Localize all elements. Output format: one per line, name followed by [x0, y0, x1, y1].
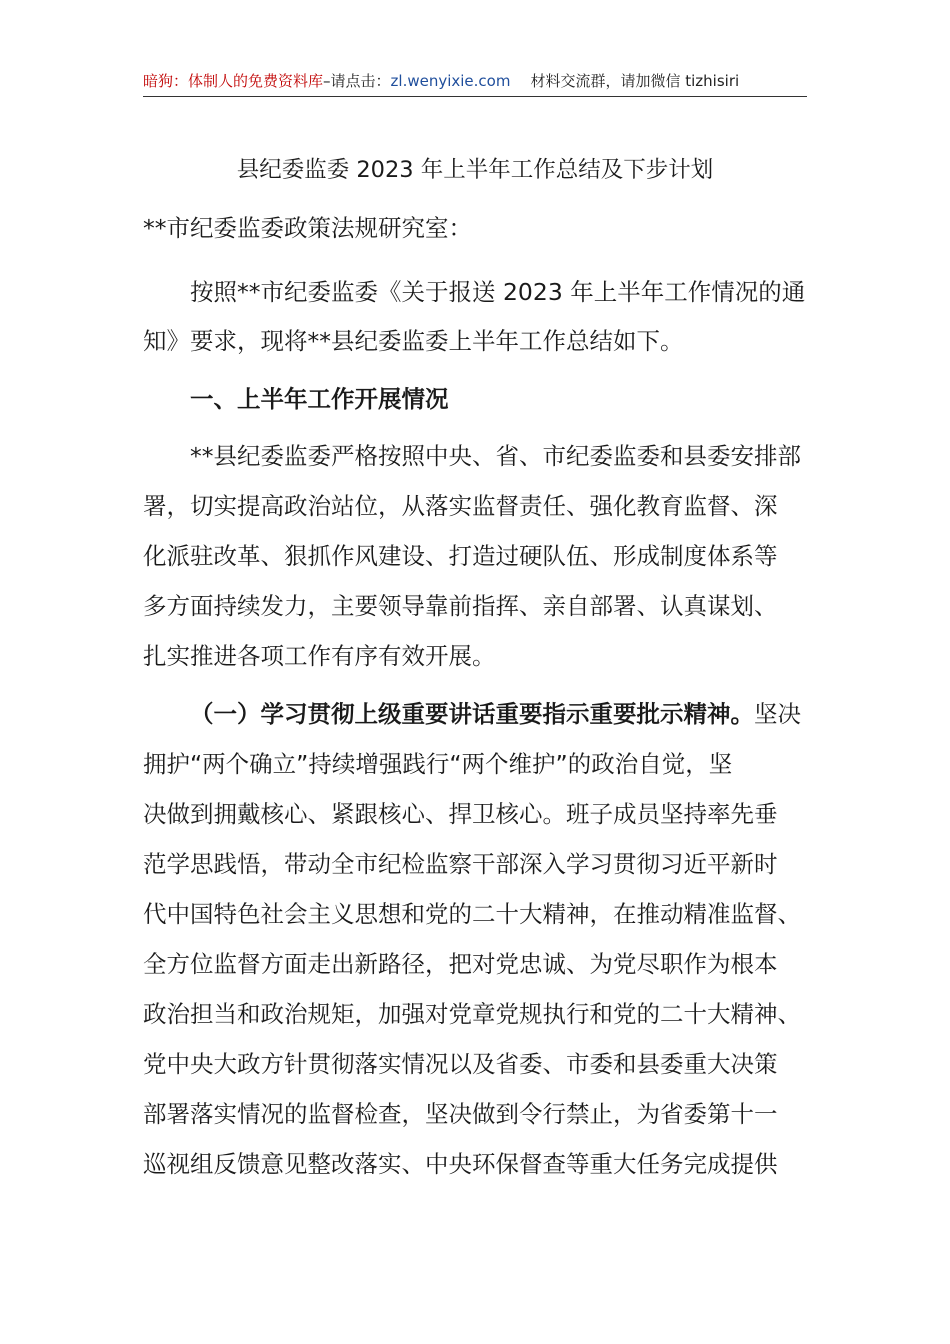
- header-library-name: 暗狗：体制人的免费资料库: [143, 72, 324, 90]
- sub1-line-3: 范学思践悟，带动全市纪检监察干部深入学习贯彻习近平新时: [143, 850, 778, 878]
- intro-line-1: 按照**市纪委监委《关于报送 2023 年上半年工作情况的通: [190, 278, 806, 306]
- sub1-line-4: 代中国特色社会主义思想和党的二十大精神，在推动精准监督、: [143, 900, 801, 928]
- intro-line-2: 知》要求，现将**县纪委监委上半年工作总结如下。: [143, 327, 684, 355]
- page-header: [143, 66, 807, 97]
- section1-line-5: 扎实推进各项工作有序有效开展。: [143, 642, 496, 670]
- sub1-line-8: 部署落实情况的监督检查，坚决做到令行禁止，为省委第十一: [143, 1100, 778, 1128]
- section1-line-4: 多方面持续发力，主要领导靠前指挥、亲自部署、认真谋划、: [143, 592, 778, 620]
- sub1-line-5: 全方位监督方面走出新路径，把对党忠诚、为党尽职作为根本: [143, 950, 778, 978]
- header-click-prompt: –请点击：: [323, 72, 391, 90]
- sub1-heading: （一）学习贯彻上级重要讲话重要指示重要批示精神。: [190, 700, 754, 728]
- sub1-line-2: 决做到拥戴核心、紧跟核心、捍卫核心。班子成员坚持率先垂: [143, 800, 778, 828]
- section1-line-1: **县纪委监委严格按照中央、省、市纪委监委和县委安排部: [190, 442, 801, 470]
- section1-heading: 一、上半年工作开展情况: [190, 385, 449, 413]
- sub1-line-6: 政治担当和政治规矩，加强对党章党规执行和党的二十大精神、: [143, 1000, 801, 1028]
- document-title: 县纪委监委 2023 年上半年工作总结及下步计划: [236, 157, 714, 183]
- section1-line-2: 署，切实提高政治站位，从落实监督责任、强化教育监督、深: [143, 492, 778, 520]
- recipient-line: **市纪委监委政策法规研究室：: [143, 214, 472, 242]
- sub1-first-tail: 坚决: [754, 700, 801, 728]
- sub1-line-7: 党中央大政方针贯彻落实情况以及省委、市委和县委重大决策: [143, 1050, 778, 1078]
- sub1-first-line: [190, 696, 801, 732]
- header-link[interactable]: zl.wenyixie.com: [390, 72, 511, 90]
- sub1-line-9: 巡视组反馈意见整改落实、中央环保督查等重大任务完成提供: [143, 1150, 778, 1178]
- header-wechat-note: 材料交流群，请加微信 tizhisiri: [530, 72, 740, 90]
- section1-line-3: 化派驻改革、狠抓作风建设、打造过硬队伍、形成制度体系等: [143, 542, 778, 570]
- sub1-line-1: 拥护“两个确立”持续增强践行“两个维护”的政治自觉，坚: [143, 750, 733, 778]
